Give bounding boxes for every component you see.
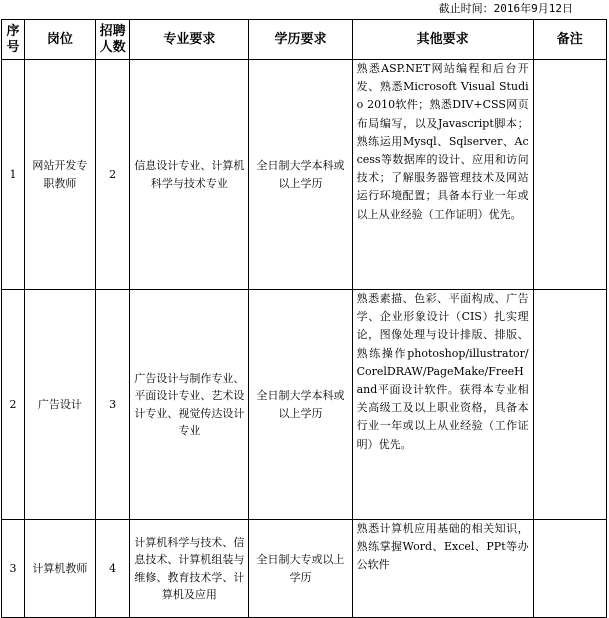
- cell-major: 计算机科学与技术、信息技术、计算机组装与维修、教育技术学、计算机及应用: [130, 520, 249, 618]
- cell-no: 3: [2, 520, 25, 618]
- cell-position: 广告设计: [24, 290, 95, 520]
- table-row: [2, 520, 607, 618]
- cell-other: 熟悉ASP.NET网站编程和后台开发、熟悉Microsoft Visual Studio 2010软件；熟悉DIV+CSS网页布局编写，以及Javascript脚本；熟练运用Mysql、Sqlserver、Access等数据库的设计、应用和访问技术；了解服务器管理技术及网站运行环境配置；具备本行业一年或以上从业经验（工作证明）优先。: [352, 60, 533, 290]
- cell-education: 全日制大学本科或以上学历: [249, 290, 352, 520]
- cell-major: 广告设计与制作专业、平面设计专业、艺术设计专业、视觉传达设计专业: [130, 290, 249, 520]
- cell-count: 3: [95, 290, 129, 520]
- header-remark: 备注: [533, 20, 606, 60]
- cell-other: 熟悉素描、色彩、平面构成、广告学、企业形象设计（CIS）扎实理论，图像处理与设计排版、排版、熟练操作photoshop/illustrator/CorelDRAW/PageMake/FreeHand平面设计软件。获得本专业相关高级工及以上职业资格，具备本行业一年或以上从业经验（工作证明）优先。: [352, 290, 533, 520]
- header-position: 岗位: [24, 20, 95, 60]
- cell-count: 4: [95, 520, 129, 618]
- cell-remark: [533, 520, 606, 618]
- cell-other: 熟悉计算机应用基础的相关知识，熟练掌握Word、Excel、PPt等办公软件: [352, 520, 533, 618]
- cell-count: 2: [95, 60, 129, 290]
- cell-position: 网站开发专职教师: [24, 60, 95, 290]
- header-no: 序号: [2, 20, 25, 60]
- header-other: 其他要求: [352, 20, 533, 60]
- recruitment-table: [1, 19, 607, 618]
- header-education: 学历要求: [249, 20, 352, 60]
- header-count: 招聘人数: [95, 20, 129, 60]
- table-row: [2, 60, 607, 290]
- cell-education: 全日制大学本科或以上学历: [249, 60, 352, 290]
- cell-remark: [533, 60, 606, 290]
- header-row: [2, 20, 607, 60]
- deadline-text: 截止时间：2016年9月12日: [438, 2, 573, 15]
- cell-position: 计算机教师: [24, 520, 95, 618]
- header-major: 专业要求: [130, 20, 249, 60]
- table-row: [2, 290, 607, 520]
- cell-education: 全日制大专或以上学历: [249, 520, 352, 618]
- cell-remark: [533, 290, 606, 520]
- cell-no: 2: [2, 290, 25, 520]
- cell-no: 1: [2, 60, 25, 290]
- cell-major: 信息设计专业、计算机科学与技术专业: [130, 60, 249, 290]
